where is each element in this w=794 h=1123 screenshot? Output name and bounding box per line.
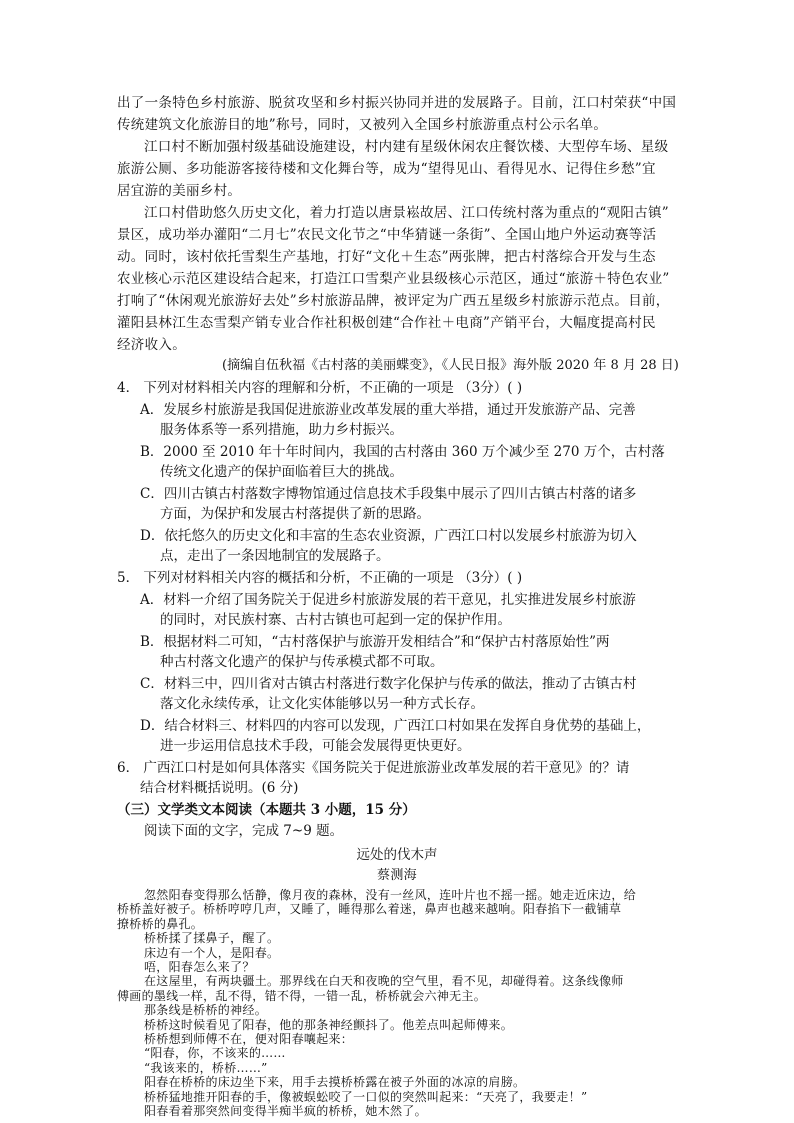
- q5-option-a: A．材料一介绍了国务院关于促进乡村旅游发展的若干意见，扎实推进发展乡村旅游: [140, 592, 636, 608]
- passage-line: 灌阳县林江生态雪梨产销专业合作社积极创建“合作社＋电商”产销平台，大幅度提高村民: [117, 315, 656, 331]
- story-line: “阳春，你，不该来的……: [144, 1046, 286, 1061]
- story-line: 桥桥盖好被子。桥桥哼哼几声，又睡了，睡得那么着迷，鼻声也越来越响。阳春掐下一截铺草: [117, 902, 622, 917]
- q5-option-d: D．结合材料三、材料四的内容可以发现，广西江口村如果在发挥自身优势的基础上，: [140, 718, 651, 734]
- story-line: “我该来的，桥桥……”: [144, 1060, 268, 1075]
- story-line: 忽然阳春变得那么恬静，像月夜的森林，没有一丝风，连叶片也不摇一摇。她走近床边，给: [144, 888, 637, 902]
- passage-line: 农业核心示范区建设结合起来，打造江口雪梨产业县级核心示范区，通过“旅游＋特色农业”: [117, 271, 670, 287]
- q5-option-d-cont: 进一步运用信息技术手段，可能会发展得更快更好。: [160, 738, 471, 754]
- story-title: 远处的伐木声: [356, 847, 438, 863]
- story-line: 桥桥猛地推开阳春的手，像被蜈蚣咬了一口似的突然叫起来：“天亮了，我要走！”: [144, 1089, 588, 1104]
- q4-option-c: C．四川古镇古村落数字博物馆通过信息技术手段集中展示了四川古镇古村落的诸多: [140, 486, 637, 502]
- story-author: 蔡测海: [377, 868, 417, 883]
- q5-option-b: B．根据材料二可知，“古村落保护与旅游开发相结合”和“保护古村落原始性”两: [140, 634, 610, 650]
- passage-line: 江口村借助悠久历史文化，着力打造以唐景崧故居、江口传统村落为重点的“观阳古镇”: [144, 205, 670, 221]
- story-line: 唔，阳春怎么来了？: [144, 960, 255, 974]
- q5-option-a-cont: 的同时，对民族村寨、古村古镇也可起到一定的保护作用。: [160, 612, 511, 628]
- story-line: 桥桥想到师傅不在，便对阳春嚷起来：: [144, 1032, 354, 1046]
- passage-line: 打响了“休闲观光旅游好去处”乡村旅游品牌，被评定为广西五星级乡村旅游示范点。目前，: [117, 293, 670, 309]
- passage-line: 居宜游的美丽乡村。: [117, 183, 242, 199]
- q4-stem: 4． 下列对材料相关内容的理解和分析，不正确的一项是 （3分）( ): [117, 380, 523, 396]
- passage-line: 旅游公厕、多功能游客接待楼和文化舞台等，成为“望得见山、看得见水、记得住乡愁”宜: [117, 161, 656, 177]
- q4-option-a-cont: 服务体系等一系列措施，助力乡村振兴。: [160, 422, 403, 438]
- story-line: 那条线是桥桥的神经。: [144, 1003, 268, 1018]
- q4-option-a: A．发展乡村旅游是我国促进旅游业改革发展的重大举措，通过开发旅游产品、完善: [140, 402, 636, 418]
- reading-instruction: 阅读下面的文字，完成 7~9 题。: [144, 823, 344, 839]
- passage-line: 景区，成功举办灌阳“二月七”农民文化节之“中华猜谜一条街”、全国山地户外运动赛等活: [117, 227, 657, 243]
- story-line: 阳春看着那突然间变得半痴半疯的桥桥，她木然了。: [144, 1104, 427, 1118]
- q6-stem-cont: 结合材料概括说明。(6 分): [140, 780, 299, 796]
- story-line: 床边有一个人，是阳春。: [144, 945, 280, 960]
- passage-line: 传统建筑文化旅游目的地”称号，同时，又被列入全国乡村旅游重点村公示名单。: [117, 117, 608, 133]
- story-line: 桥桥揉了揉鼻子，醒了。: [144, 931, 280, 946]
- story-line: 桥桥这时候看见了阳春，他的那条神经颤抖了。他差点叫起师傅来。: [144, 1017, 514, 1032]
- q5-option-c: C．材料三中，四川省对古镇古村落进行数字化保护与传承的做法，推动了古镇古村: [140, 676, 637, 692]
- source-citation: (摘编自伍秋福《古村落的美丽蝶变》，《人民日报》海外版 2020 年 8 月 28 日): [222, 358, 679, 373]
- passage-line: 经济收入。: [117, 337, 186, 353]
- passage-line: 江口村不断加强村级基础设施建设，村内建有星级休闲农庄餐饮楼、大型停车场、星级: [144, 139, 669, 155]
- story-line: 傅画的墨线一样，乱不得，错不得，一错一乱，桥桥就会六神无主。: [117, 988, 487, 1003]
- q4-option-b: B．2000 至 2010 年十年时间内，我国的古村落由 360 万个减少至 270 万个，古村落: [140, 444, 665, 460]
- passage-line: 动。同时，该村依托雪梨生产基地，打好“文化＋生态”两张牌，把古村落综合开发与生态: [117, 249, 656, 265]
- q6-stem: 6． 广西江口村是如何具体落实《国务院关于促进旅游业改革发展的若干意见》的？请: [117, 760, 630, 776]
- story-line: 撩桥桥的鼻孔。: [117, 916, 204, 931]
- q5-stem: 5． 下列对材料相关内容的概括和分析，不正确的一项是 （3分）( ): [117, 570, 523, 586]
- q5-option-b-cont: 种古村落文化遗产的保护与传承模式都不可取。: [160, 654, 444, 670]
- q4-option-b-cont: 传统文化遗产的保护面临着巨大的挑战。: [160, 464, 403, 480]
- q4-option-c-cont: 方面，为保护和发展古村落提供了新的思路。: [160, 506, 430, 522]
- q4-option-d: D．依托悠久的历史文化和丰富的生态农业资源，广西江口村以发展乡村旅游为切入: [140, 528, 637, 544]
- q5-option-c-cont: 落文化永续传承，让文化实体能够以另一种方式长存。: [160, 696, 484, 712]
- story-line: 阳春在桥桥的床边坐下来，用手去摸桥桥露在被子外面的冰凉的肩膀。: [144, 1075, 526, 1090]
- q4-option-d-cont: 点，走出了一条因地制宜的发展路子。: [160, 548, 390, 564]
- passage-line: 出了一条特色乡村旅游、脱贫攻坚和乡村振兴协同并进的发展路子。目前，江口村荣获“中国: [117, 95, 677, 111]
- section-heading: （三）文学类文本阅读（本题共 3 小题，15 分）: [117, 802, 416, 818]
- story-line: 在这屋里，有两块疆土。那界线在白天和夜晚的空气里，看不见，却碰得着。这条线像师: [144, 974, 624, 989]
